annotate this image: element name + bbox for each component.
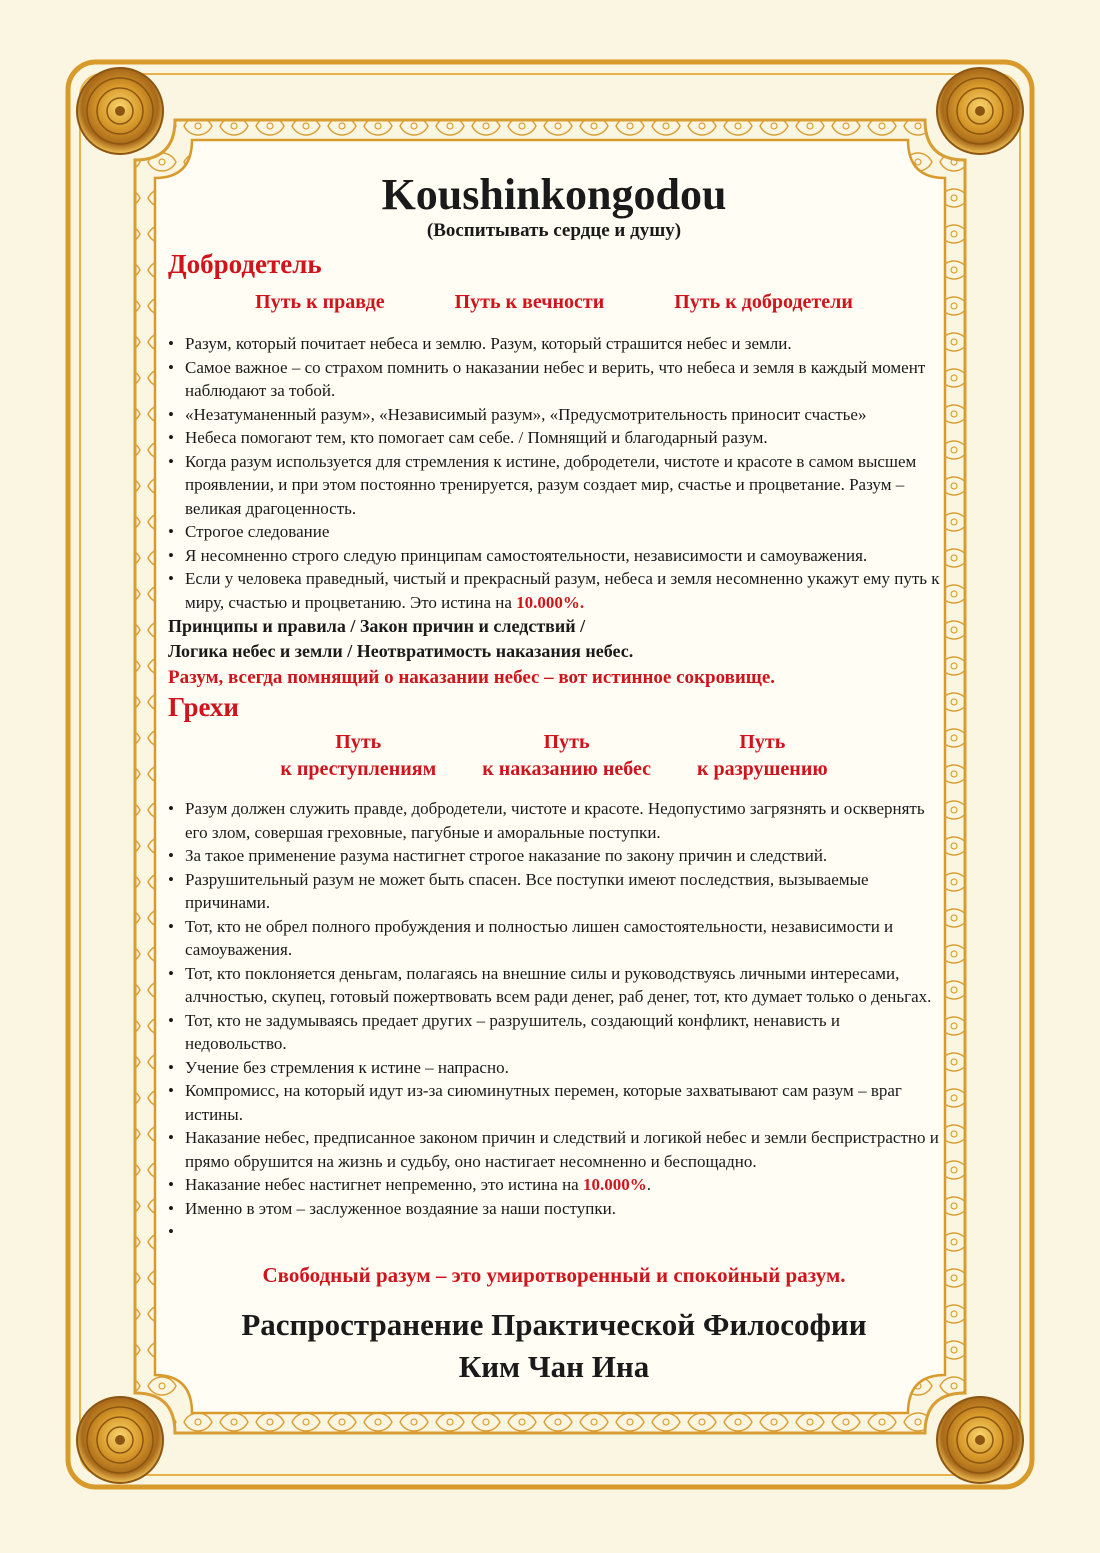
list-item: • Тот, кто не обрел полного пробуждения и полностью лишен самостоятельности, независимости и самоуважения. (168, 915, 940, 962)
page-subtitle: (Воспитывать сердце и душу) (426, 220, 682, 241)
list-item: • Когда разум используется для стремления к истине, добродетели, чистоте и красоте в самом высшем проявлении, и при этом постоянно тренируется, разум создает мир, счастье и процветание. Разум – великая драгоценность. (168, 450, 940, 521)
list-item: • Именно в этом – заслуженное воздаяние за наши поступки. (168, 1197, 940, 1221)
footer-author: Ким Чан Ина (458, 1348, 650, 1384)
principles-line: Принципы и правила / Закон причин и следствий / (168, 616, 586, 636)
list-item-text: Наказание небес настигнет непременно, это истина на (185, 1175, 583, 1194)
list-item: • Тот, кто поклоняется деньгам, полагаясь на внешние силы и руководствуясь личными интересами, алчностью, скупец, готовый пожертвовать всем ради денег, раб денег, тот, кто думает только о деньгах. (168, 962, 940, 1009)
list-item: • Самое важное – со страхом помнить о наказании небес и верить, что небеса и земля в каждый момент наблюдают за тобой. (168, 356, 940, 403)
list-item-end: . (646, 1175, 651, 1194)
list-item: • Разрушительный разум не может быть спасен. Все поступки имеют последствия, вызываемые причинами. (168, 868, 940, 915)
virtue-paths (168, 290, 940, 314)
virtue-heading: Добродетель (168, 249, 322, 279)
virtue-bullet-list (168, 332, 940, 614)
sins-paths (168, 729, 940, 783)
sins-path (697, 729, 828, 783)
sins-bullet-list (168, 797, 940, 1244)
virtue-path: Путь к добродетели (674, 291, 853, 313)
list-item (168, 1173, 940, 1197)
list-item: • Строгое следование (168, 520, 940, 544)
virtue-path: Путь к правде (255, 291, 385, 313)
list-item: • Разум, который почитает небеса и землю. Разум, который страшится небес и земли. (168, 332, 940, 356)
principles-line: Логика небес и земли / Неотвратимость наказания небес. (168, 641, 634, 661)
sins-path-top: Путь (335, 731, 382, 753)
page-title: Koushinkongodou (381, 170, 727, 219)
list-item: • Компромисс, на который идут из-за сиюминутных перемен, которые захватывают сам разум – враг истины. (168, 1079, 940, 1126)
list-item: • Небеса помогают тем, кто помогает сам себе. / Помнящий и благодарный разум. (168, 426, 940, 450)
list-item: • За такое применение разума настигнет строгое наказание по закону причин и следствий. (168, 844, 940, 868)
percent-highlight: 10.000%. (516, 592, 585, 612)
treasure-line: Разум, всегда помнящий о наказании небес – вот истинное сокровище. (168, 667, 776, 688)
document-content (168, 170, 940, 1400)
list-item: • Наказание небес, предписанное законом причин и следствий и логикой небес и земли беспристрастно и прямо обрушится на жизнь и судьбу, оно настигает несомненно и беспощадно. (168, 1126, 940, 1173)
sins-path (280, 729, 436, 783)
list-item: • «Незатуманенный разум», «Независимый разум», «Предусмотрительность приносит счастье» (168, 403, 940, 427)
sins-path (482, 729, 651, 783)
list-item: • Учение без стремления к истине – напрасно. (168, 1056, 940, 1080)
percent-highlight: 10.000% (582, 1175, 647, 1194)
sins-path-bottom: к наказанию небес (482, 758, 651, 780)
sins-path-bottom: к преступлениям (280, 758, 437, 780)
footer-line: Распространение Практической Философии (241, 1306, 867, 1342)
list-item: • Разум должен служить правде, добродетели, чистоте и красоте. Недопустимо загрязнять и осквернять его злом, совершая греховные, пагубные и аморальные поступки. (168, 797, 940, 844)
sins-heading: Грехи (168, 692, 239, 722)
sins-path-top: Путь (739, 731, 786, 753)
empty-list-item (168, 1220, 940, 1244)
list-item-text: Если у человека праведный, чистый и прекрасный разум, небеса и земля несомненно укажут ему путь к миру, счастью и процветанию. Это истина на (185, 569, 940, 612)
closing-line: Свободный разум – это умиротворенный и спокойный разум. (262, 1262, 846, 1287)
list-item: • Я несомненно строго следую принципам самостоятельности, независимости и самоуважения. (168, 544, 940, 568)
virtue-path: Путь к вечности (454, 291, 605, 313)
sins-path-bottom: к разрушению (696, 758, 828, 780)
list-item (168, 567, 940, 614)
list-item: • Тот, кто не задумываясь предает других – разрушитель, создающий конфликт, ненависть и недовольство. (168, 1009, 940, 1056)
sins-path-top: Путь (543, 731, 590, 753)
